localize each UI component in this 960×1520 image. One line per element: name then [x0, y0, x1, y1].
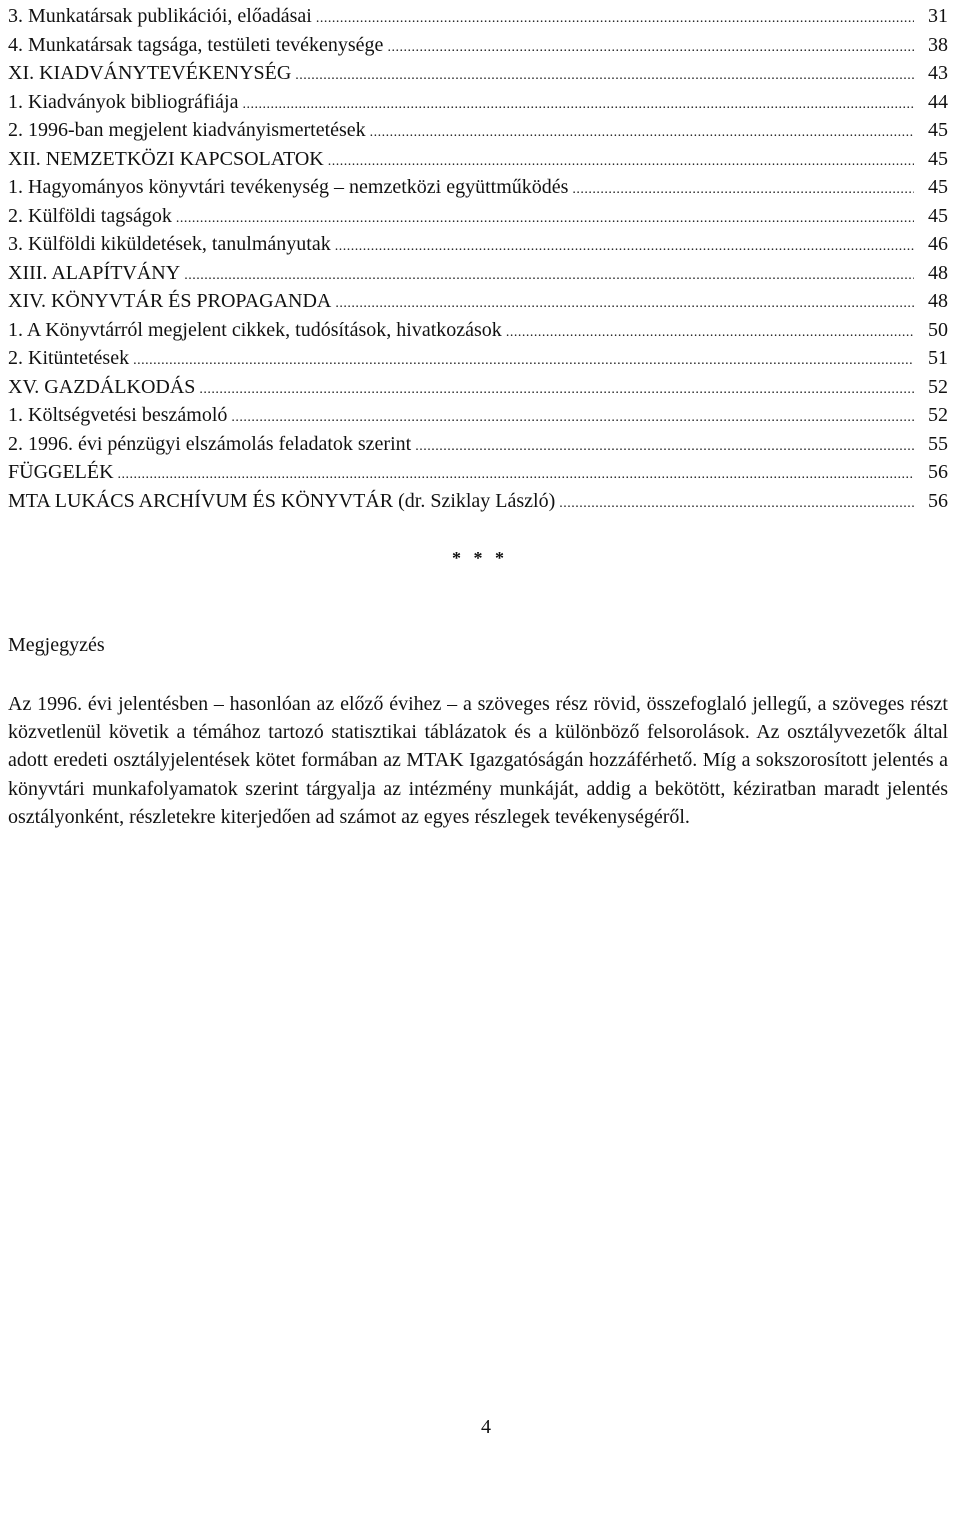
toc-entry-page: 45 — [928, 204, 948, 227]
toc-dot-leader — [176, 202, 914, 234]
toc-entry-page: 38 — [928, 33, 948, 56]
toc-entry-label: 2. 1996-ban megjelent kiadványismertetések — [8, 119, 366, 141]
note-title: Megjegyzés — [8, 634, 105, 656]
toc-entry — [8, 145, 948, 174]
toc-entry-label: MTA LUKÁCS ARCHÍVUM ÉS KÖNYVTÁR (dr. Sziklay László) — [8, 489, 556, 512]
toc-entry-page: 43 — [928, 62, 948, 84]
toc-entry-page: 48 — [928, 290, 948, 312]
toc-dot-leader — [133, 344, 914, 376]
toc-entry-label: FÜGGELÉK — [8, 461, 114, 483]
toc-entry-label: 1. Költségvetési beszámoló — [8, 404, 228, 426]
toc-entry — [8, 173, 948, 202]
toc-entry — [8, 259, 948, 288]
toc-entry — [8, 116, 948, 145]
toc-entry-page: 45 — [928, 176, 948, 198]
toc-entry-page: 44 — [928, 90, 948, 113]
toc-entry — [8, 401, 948, 430]
toc-entry-label: XV. GAZDÁLKODÁS — [8, 375, 196, 398]
toc-entry-page: 51 — [928, 347, 948, 369]
toc-entry-label: 1. A Könyvtárról megjelent cikkek, tudósítások, hivatkozások — [8, 318, 502, 341]
toc-entry-label: 2. Külföldi tagságok — [8, 204, 172, 227]
toc-entry-label: 1. Hagyományos könyvtári tevékenység – nemzetközi együttműködés — [8, 176, 569, 198]
toc-dot-leader — [572, 173, 914, 205]
toc-dot-leader — [118, 458, 914, 490]
toc-entry-page: 45 — [928, 147, 948, 170]
note-body: Az 1996. évi jelentésben – hasonlóan az előző évihez – a szöveges rész rövid, összefoglaló jellegű, a szöveges részt közvetlenül követik a témához tartozó statisztikai táblázatok és a különböző felsorolások. Az osztályvezetők által adott eredeti osztályjelentések kötet formában az MTAK Igazgatóságán hozzáférhető. Míg a sokszorosított jelentés a könyvtári munkafolyamatok szerint tárgyalja az intézmény munkáját, addig a bekötött, kéziratban maradt jelentés osztályonként, részletekre kiterjedően ad számot az egyes részlegek tevékenységéről. — [8, 693, 948, 828]
toc-entry-label: XII. NEMZETKÖZI KAPCSOLATOK — [8, 147, 324, 170]
toc-dot-leader — [335, 287, 914, 319]
toc-entry — [8, 202, 948, 231]
toc-entry-label: XI. KIADVÁNYTEVÉKENYSÉG — [8, 62, 292, 84]
toc-entry-label: 1. Kiadványok bibliográfiája — [8, 90, 239, 113]
toc-entry — [8, 373, 948, 402]
toc-dot-leader — [199, 373, 914, 405]
toc-entry-page: 45 — [928, 119, 948, 141]
toc-entry — [8, 487, 948, 516]
toc-entry — [8, 31, 948, 60]
toc-dot-leader — [184, 259, 914, 291]
toc-dot-leader — [243, 88, 915, 120]
toc-dot-leader — [231, 401, 914, 433]
toc-entry — [8, 316, 948, 345]
section-separator: * * * — [452, 548, 508, 568]
toc-dot-leader — [370, 116, 914, 148]
toc-entry — [8, 230, 948, 259]
toc-entry — [8, 430, 948, 459]
toc-dot-leader — [387, 31, 914, 63]
toc-dot-leader — [295, 59, 914, 91]
toc-entry-page: 31 — [928, 5, 948, 27]
toc-entry-label: 3. Munkatársak publikációi, előadásai — [8, 5, 312, 27]
toc-entry-label: 2. 1996. évi pénzügyi elszámolás feladatok szerint — [8, 432, 412, 455]
toc-entry-label: 2. Kitüntetések — [8, 347, 130, 369]
toc-entry-page: 48 — [928, 261, 948, 284]
toc-entry-page: 56 — [928, 489, 948, 512]
toc-entry-page: 55 — [928, 432, 948, 455]
toc-entry — [8, 2, 948, 31]
toc-dot-leader — [415, 430, 914, 462]
toc-entry-label: XIII. ALAPÍTVÁNY — [8, 261, 181, 284]
toc-entry-page: 52 — [928, 375, 948, 398]
table-of-contents — [8, 2, 948, 515]
toc-dot-leader — [506, 316, 914, 348]
page-number: 4 — [481, 1416, 491, 1438]
toc-entry — [8, 344, 948, 373]
toc-entry-label: 3. Külföldi kiküldetések, tanulmányutak — [8, 233, 331, 255]
toc-entry-page: 46 — [928, 233, 948, 255]
toc-dot-leader — [559, 487, 914, 519]
toc-dot-leader — [316, 2, 914, 34]
toc-entry-label: 4. Munkatársak tagsága, testületi tevékenysége — [8, 33, 384, 56]
toc-entry — [8, 88, 948, 117]
toc-dot-leader — [335, 230, 914, 262]
toc-entry-page: 52 — [928, 404, 948, 426]
toc-entry-label: XIV. KÖNYVTÁR ÉS PROPAGANDA — [8, 290, 332, 312]
toc-entry-page: 56 — [928, 461, 948, 483]
toc-entry-page: 50 — [928, 318, 948, 341]
toc-entry — [8, 458, 948, 487]
toc-entry — [8, 59, 948, 88]
toc-entry — [8, 287, 948, 316]
toc-dot-leader — [328, 145, 914, 177]
